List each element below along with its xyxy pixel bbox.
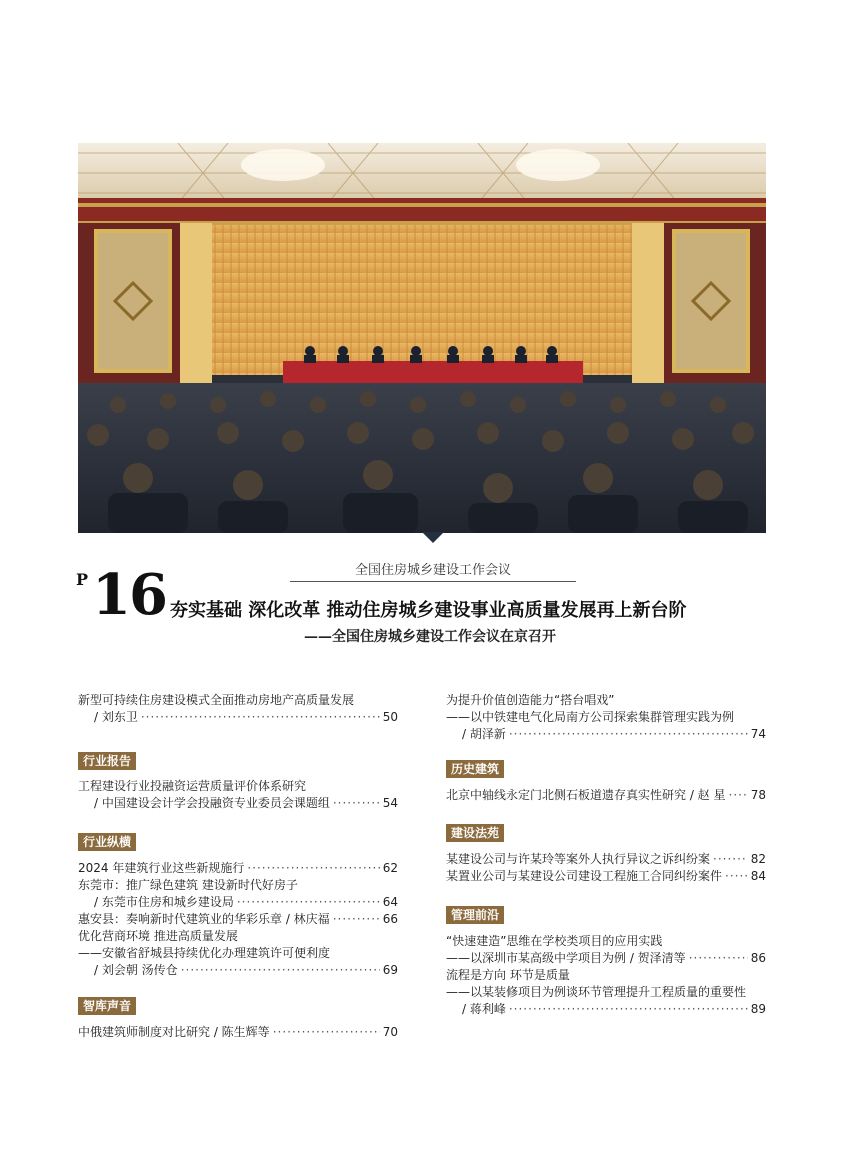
toc-entry[interactable]	[78, 911, 398, 928]
toc-page-number: 66	[382, 912, 398, 926]
toc-entry-title: 2024 年建筑行业这些新规施行	[78, 861, 245, 875]
toc-entry-title: / 蒋利峰	[462, 1002, 506, 1016]
toc-page-number: 86	[750, 951, 766, 965]
dot-leader	[333, 795, 380, 812]
toc-entry[interactable]	[78, 778, 398, 795]
toc-page-number: 82	[750, 852, 766, 866]
toc-entry[interactable]	[78, 962, 398, 979]
feature-page-number: 16	[92, 562, 166, 628]
toc-page-number: 62	[382, 861, 398, 875]
toc-entry[interactable]	[78, 795, 398, 812]
toc-entry-title: / 胡泽新	[462, 727, 506, 741]
toc-entry[interactable]	[446, 933, 766, 950]
dot-leader	[689, 950, 748, 967]
toc-entry[interactable]	[446, 692, 766, 709]
page-letter: P	[76, 570, 89, 589]
toc-entry-title: / 刘东卫	[94, 710, 138, 724]
toc-entry[interactable]	[78, 860, 398, 877]
toc-page-number: 64	[382, 895, 398, 909]
toc-page-number: 69	[382, 963, 398, 977]
toc-entry-title: ——安徽省舒城县持续优化办理建筑许可便利度	[78, 946, 331, 960]
toc-entry[interactable]	[78, 709, 398, 726]
dot-leader	[509, 726, 748, 743]
dot-leader	[181, 962, 380, 979]
feature-kicker: 全国住房城乡建设工作会议	[354, 563, 511, 578]
toc-entry-title: / 中国建设会计学会投融资专业委员会课题组	[94, 796, 330, 810]
toc-page-number: 78	[750, 788, 766, 802]
dot-leader	[725, 868, 748, 885]
toc-entry[interactable]	[78, 692, 398, 709]
toc-entry[interactable]	[446, 787, 766, 804]
dot-leader	[729, 787, 748, 804]
toc-entry-title: 流程是方向 环节是质量	[446, 968, 570, 982]
toc-entry[interactable]	[446, 851, 766, 868]
toc-entry-title: ——以深圳市某高级中学项目为例 / 贺泽清等	[446, 951, 686, 965]
feature-title: 夯实基础 深化改革 推动住房城乡建设事业高质量发展再上新台阶	[170, 600, 687, 621]
toc-page-number: 54	[382, 796, 398, 810]
dot-leader	[247, 860, 379, 877]
toc-entry-title: ——以中铁建电气化局南方公司探索集群管理实践为例	[446, 710, 735, 724]
toc-entry-title: “快速建造”思维在学校类项目的应用实践	[446, 934, 663, 948]
dot-leader	[141, 709, 380, 726]
kicker-divider	[290, 581, 576, 582]
dot-leader	[273, 1024, 380, 1041]
feature-subtitle: ——全国住房城乡建设工作会议在京召开	[304, 629, 556, 645]
toc-entry-title: 新型可持续住房建设模式全面推动房地产高质量发展	[78, 693, 355, 707]
toc-page-number: 84	[750, 869, 766, 883]
toc-entry[interactable]	[446, 868, 766, 885]
section-tag: 历史建筑	[446, 760, 504, 778]
toc-entry[interactable]	[78, 1024, 398, 1041]
toc-entry[interactable]	[446, 967, 766, 984]
toc-page-number: 50	[382, 710, 398, 724]
toc-entry[interactable]	[78, 894, 398, 911]
toc-right-column	[446, 692, 766, 1018]
toc-entry[interactable]	[446, 709, 766, 726]
toc-entry-title: 某建设公司与许某玲等案外人执行异议之诉纠纷案	[446, 852, 711, 866]
section-tag: 智库声音	[78, 997, 136, 1015]
dot-leader	[333, 911, 380, 928]
toc-entry-title: 某置业公司与某建设公司建设工程施工合同纠纷案件	[446, 869, 723, 883]
toc-entry[interactable]	[78, 928, 398, 945]
toc-entry[interactable]	[78, 877, 398, 894]
dot-leader	[509, 1001, 748, 1018]
toc-entry[interactable]	[78, 945, 398, 962]
toc-entry[interactable]	[446, 726, 766, 743]
toc-entry[interactable]	[446, 984, 766, 1001]
toc-page-number: 89	[750, 1002, 766, 1016]
toc-entry-title: 优化营商环境 推进高质量发展	[78, 929, 238, 943]
toc-entry-title: 东莞市：推广绿色建筑 建设新时代好房子	[78, 878, 298, 892]
dot-leader	[713, 851, 748, 868]
toc-entry[interactable]	[446, 950, 766, 967]
toc-entry-title: ——以某装修项目为例谈环节管理提升工程质量的重要性	[446, 985, 747, 999]
toc-entry-title: 中俄建筑师制度对比研究 / 陈生辉等	[78, 1025, 270, 1039]
dot-leader	[237, 894, 380, 911]
section-tag: 行业纵横	[78, 833, 136, 851]
section-tag: 建设法苑	[446, 824, 504, 842]
toc-entry-title: 惠安县：奏响新时代建筑业的华彩乐章 / 林庆福	[78, 912, 330, 926]
meeting-hall-illustration	[78, 143, 766, 533]
toc-page-number: 74	[750, 727, 766, 741]
toc-entry-title: / 刘会朝 汤传仓	[94, 963, 178, 977]
section-tag: 管理前沿	[446, 906, 504, 924]
toc-entry-title: 北京中轴线永定门北侧石板道遗存真实性研究 / 赵 星	[446, 788, 726, 802]
toc-left-column	[78, 692, 398, 1041]
toc-entry[interactable]	[446, 1001, 766, 1018]
toc-entry-title: 为提升价值创造能力“搭台唱戏”	[446, 693, 615, 707]
toc-page-number: 70	[382, 1025, 398, 1039]
toc-entry-title: 工程建设行业投融资运营质量评价体系研究	[78, 779, 307, 793]
toc-entry-title: / 东莞市住房和城乡建设局	[94, 895, 234, 909]
meeting-photo	[78, 143, 766, 533]
section-tag: 行业报告	[78, 752, 136, 770]
photo-pointer	[422, 532, 444, 543]
